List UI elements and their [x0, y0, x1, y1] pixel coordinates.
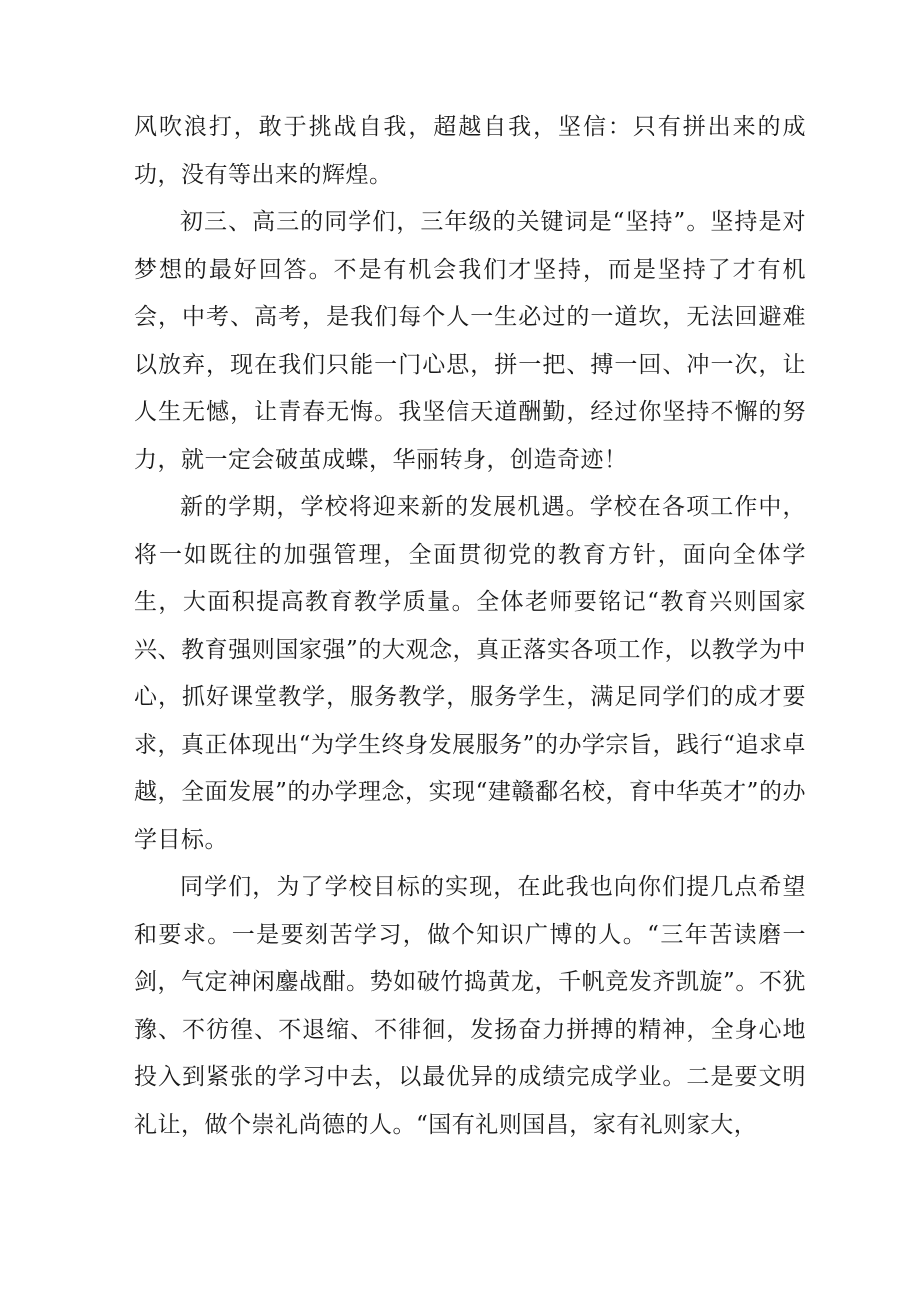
paragraph-1: 风吹浪打，敢于挑战自我，超越自我，坚信：只有拼出来的成功，没有等出来的辉煌。 [134, 114, 806, 188]
paragraph-3: 新的学期，学校将迎来新的发展机遇。学校在各项工作中，将一如既往的加强管理，全面贯彻党的教育方针，面向全体学生，大面积提高教育教学质量。全体老师要铭记“教育兴则国家兴、教育强则国家强”的大观念，真正落实各项工作，以教学为中心，抓好课堂教学，服务教学，服务学生，满足同学们的成才要求，真正体现出“为学生终身发展服务”的办学宗旨，践行“追求卓越，全面发展”的办学理念，实现“建赣鄱名校，育中华英才”的办学目标。 [134, 494, 806, 853]
paragraph-2: 初三、高三的同学们，三年级的关键词是“坚持”。坚持是对梦想的最好回答。不是有机会我们才坚持，而是坚持了才有机会，中考、高考，是我们每个人一生必过的一道坎，无法回避难以放弃，现在我们只能一门心思，拼一把、搏一回、冲一次，让人生无憾，让青春无悔。我坚信天道酬勤，经过你坚持不懈的努力，就一定会破茧成蝶，华丽转身，创造奇迹！ [134, 209, 806, 473]
paragraph-4: 同学们，为了学校目标的实现，在此我也向你们提几点希望和要求。一是要刻苦学习，做个知识广博的人。“三年苦读磨一剑，气定神闲鏖战酣。势如破竹捣黄龙，千帆竞发齐凯旋”。不犹豫、不彷徨、不退缩、不徘徊，发扬奋力拼搏的精神，全身心地投入到紧张的学习中去，以最优异的成绩完成学业。二是要文明礼让，做个崇礼尚德的人。“国有礼则国昌，家有礼则家大， [134, 874, 806, 1138]
document-body [134, 104, 806, 1149]
